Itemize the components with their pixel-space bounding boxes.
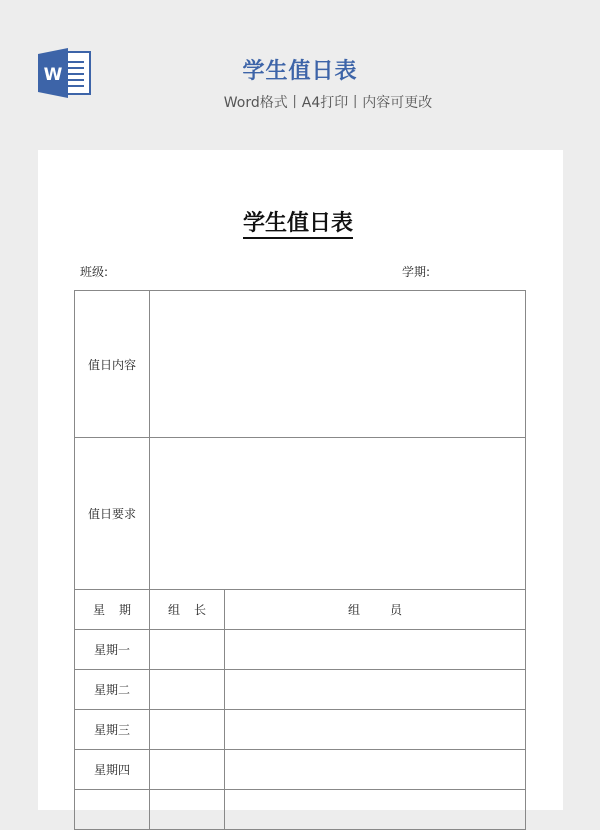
document-title [38,206,558,237]
table-row [75,630,526,670]
leader-cell[interactable] [150,630,225,670]
table-row [75,790,526,830]
header-title: 学生值日表 [242,59,358,84]
leader-cell[interactable] [150,790,225,830]
table-row [75,670,526,710]
table-row [75,750,526,790]
day-label [75,790,150,830]
leader-cell[interactable] [150,750,225,790]
table-row-content [75,291,526,438]
members-cell[interactable] [225,710,526,750]
table-row [75,710,526,750]
duty-table [74,290,526,830]
day-label: 星期三 [75,710,150,750]
term-label: 学期: [402,265,431,279]
requirements-label: 值日要求 [75,438,150,590]
page-header [0,0,600,150]
day-label: 星期一 [75,630,150,670]
leader-cell[interactable] [150,710,225,750]
requirements-cell[interactable] [150,438,526,590]
document-page [38,150,563,810]
class-label: 班级: [80,265,109,279]
content-cell[interactable] [150,291,526,438]
content-label: 值日内容 [75,291,150,438]
table-row-requirements [75,438,526,590]
members-cell[interactable] [225,670,526,710]
header-subtitle: Word格式丨A4打印丨内容可更改 [223,95,433,111]
members-cell[interactable] [225,790,526,830]
day-label: 星期二 [75,670,150,710]
column-header-day: 星期 [75,590,150,630]
day-label: 星期四 [75,750,150,790]
svg-text:W: W [43,65,63,85]
members-cell[interactable] [225,750,526,790]
document-title-text: 学生值日表 [243,211,353,239]
column-header-leader: 组长 [150,590,225,630]
column-header-members: 组员 [225,590,526,630]
leader-cell[interactable] [150,670,225,710]
members-cell[interactable] [225,630,526,670]
table-header-row [75,590,526,630]
